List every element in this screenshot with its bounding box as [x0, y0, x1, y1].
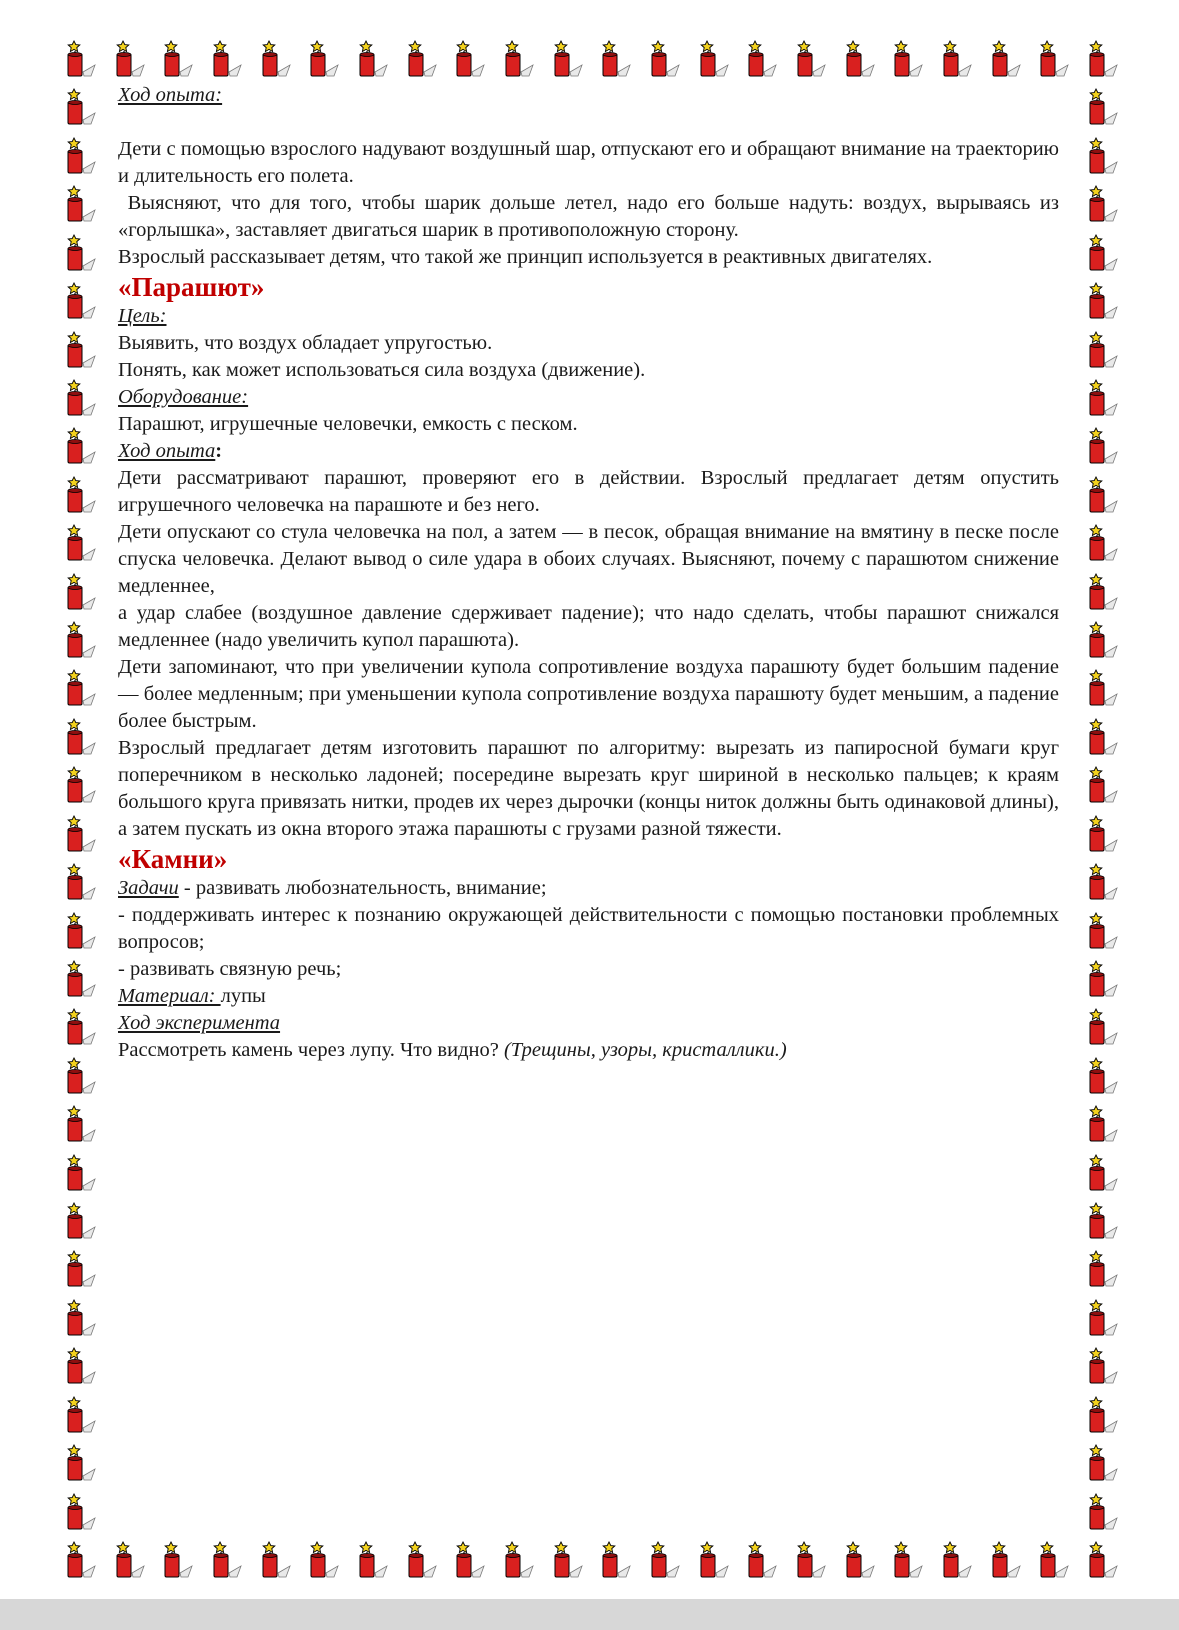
firecracker-icon — [989, 1533, 1023, 1579]
firecracker-icon — [1086, 419, 1120, 465]
firecracker-icon — [1086, 1436, 1120, 1482]
firecracker-icon — [64, 516, 98, 562]
firecracker-icon — [64, 80, 98, 126]
firecracker-icon — [64, 1242, 98, 1288]
firecracker-icon — [1037, 1533, 1071, 1579]
firecracker-icon — [64, 1194, 98, 1240]
firecracker-icon — [1086, 226, 1120, 272]
firecracker-icon — [259, 1533, 293, 1579]
intro-heading: Ход опыта: — [118, 84, 223, 106]
firecracker-icon — [1086, 129, 1120, 175]
firecracker-icon — [259, 32, 293, 78]
firecracker-icon — [1086, 710, 1120, 756]
firecracker-icon — [64, 904, 98, 950]
firecracker-icon — [1086, 371, 1120, 417]
parachute-title: «Парашют» — [118, 272, 265, 302]
firecracker-icon — [1086, 807, 1120, 853]
firecracker-icon — [1086, 516, 1120, 562]
firecracker-icon — [502, 32, 536, 78]
firecracker-icon — [405, 32, 439, 78]
stones-material: Материал: лупы — [118, 985, 266, 1007]
firecracker-icon — [891, 1533, 925, 1579]
firecracker-icon — [64, 661, 98, 707]
firecracker-icon — [989, 32, 1023, 78]
firecracker-icon — [1086, 1291, 1120, 1337]
firecracker-icon — [1086, 904, 1120, 950]
parachute-goal-2: Понять, как может использоваться сила воздуха (движение). — [118, 359, 646, 381]
firecracker-icon — [551, 1533, 585, 1579]
firecracker-icon — [64, 613, 98, 659]
firecracker-icon — [64, 565, 98, 611]
firecracker-icon — [648, 32, 682, 78]
firecracker-icon — [599, 32, 633, 78]
firecracker-icon — [1086, 855, 1120, 901]
firecracker-icon — [1086, 613, 1120, 659]
parachute-equipment: Парашют, игрушечные человечки, емкость с песком. — [118, 413, 578, 435]
firecracker-icon — [64, 758, 98, 804]
firecracker-icon — [1086, 32, 1120, 78]
firecracker-icon — [745, 32, 779, 78]
firecracker-icon — [1086, 1339, 1120, 1385]
firecracker-icon — [64, 1049, 98, 1095]
parachute-paragraph-5: Взрослый предлагает детям изготовить парашют по алгоритму: вырезать из папиросной бумаги круг поперечником в несколько ладоней; посередине вырезать круг шириной в несколько пальцев; к краям большого круга привязать нитки, продев их через дырочки (концы ниток должны быть одинаковой длины), а затем пускать из окна второго этажа парашюты с грузами разной тяжести. — [118, 737, 1059, 840]
stones-title: «Камни» — [118, 844, 228, 874]
firecracker-icon — [1086, 1146, 1120, 1192]
firecracker-icon — [843, 32, 877, 78]
stones-tasks-3: - развивать связную речь; — [118, 958, 342, 980]
firecracker-icon — [64, 855, 98, 901]
parachute-equipment-heading: Оборудование: — [118, 386, 249, 408]
firecracker-icon — [64, 129, 98, 175]
firecracker-icon — [1086, 1049, 1120, 1095]
firecracker-icon — [1086, 952, 1120, 998]
firecracker-icon — [502, 1533, 536, 1579]
firecracker-icon — [1086, 80, 1120, 126]
stones-process-heading: Ход эксперимента — [118, 1012, 281, 1034]
firecracker-icon — [1086, 323, 1120, 369]
firecracker-icon — [307, 1533, 341, 1579]
firecracker-icon — [64, 1291, 98, 1337]
firecracker-icon — [64, 468, 98, 514]
firecracker-icon — [64, 1485, 98, 1531]
firecracker-icon — [356, 32, 390, 78]
parachute-paragraph-4: Дети запоминают, что при увеличении купола сопротивление воздуха парашюту будет большим падение — более медленным; при уменьшении купола сопротивление воздуха парашюту будет меньшим, а падение более быстрым. — [118, 656, 1059, 732]
firecracker-icon — [307, 32, 341, 78]
firecracker-icon — [1086, 661, 1120, 707]
parachute-goal-heading: Цель: — [118, 305, 167, 327]
intro-paragraph-3: Взрослый рассказывает детям, что такой же принцип используется в реактивных двигателях. — [118, 246, 933, 268]
firecracker-icon — [1086, 565, 1120, 611]
parachute-process-heading: Ход опыта: — [118, 440, 223, 462]
firecracker-icon — [453, 1533, 487, 1579]
parachute-paragraph-1: Дети рассматривают парашют, проверяют его в действии. Взрослый предлагает детям опустить игрушечного человечка на парашюте и без него. — [118, 467, 1059, 516]
firecracker-icon — [697, 1533, 731, 1579]
firecracker-icon — [1086, 758, 1120, 804]
firecracker-icon — [843, 1533, 877, 1579]
firecracker-icon — [1086, 1194, 1120, 1240]
bottom-strip — [0, 1599, 1179, 1630]
firecracker-icon — [113, 32, 147, 78]
firecracker-icon — [1086, 1097, 1120, 1143]
firecracker-icon — [64, 371, 98, 417]
firecracker-icon — [64, 1146, 98, 1192]
firecracker-icon — [64, 1000, 98, 1046]
intro-paragraph-2: Выясняют, что для того, чтобы шарик дольше летел, надо его больше надуть: воздух, вырываясь из «горлышка», заставляет двигаться шарик в противоположную сторону. — [118, 192, 1065, 241]
stones-tasks-1: Задачи - развивать любознательность, внимание; — [118, 877, 547, 899]
firecracker-icon — [745, 1533, 779, 1579]
firecracker-icon — [161, 32, 195, 78]
firecracker-icon — [551, 32, 585, 78]
firecracker-icon — [64, 177, 98, 223]
intro-paragraph-1: Дети с помощью взрослого надувают воздушный шар, отпускают его и обращают внимание на траекторию и длительность его полета. — [118, 138, 1059, 187]
firecracker-icon — [64, 1097, 98, 1143]
stones-tasks-2: - поддерживать интерес к познанию окружающей действительности с помощью постановки проблемных вопросов; — [118, 904, 1059, 953]
firecracker-icon — [1086, 1000, 1120, 1046]
firecracker-icon — [64, 1388, 98, 1434]
firecracker-icon — [1086, 468, 1120, 514]
firecracker-icon — [64, 952, 98, 998]
firecracker-icon — [794, 32, 828, 78]
firecracker-icon — [64, 710, 98, 756]
firecracker-icon — [891, 32, 925, 78]
firecracker-icon — [1086, 1533, 1120, 1579]
stones-last-line: Рассмотреть камень через лупу. Что видно? (Трещины, узоры, кристаллики.) — [118, 1039, 787, 1061]
firecracker-icon — [64, 807, 98, 853]
parachute-goal-1: Выявить, что воздух обладает упругостью. — [118, 332, 493, 354]
firecracker-icon — [64, 1339, 98, 1385]
parachute-paragraph-2: Дети опускают со стула человечка на пол, а затем — в песок, обращая внимание на вмятину в песке после спуска человечка. Делают вывод о силе удара в обоих случаях. Выясняют, почему с парашютом снижение медленнее, — [118, 521, 1059, 597]
firecracker-icon — [1086, 1388, 1120, 1434]
firecracker-icon — [1086, 274, 1120, 320]
firecracker-icon — [64, 274, 98, 320]
firecracker-icon — [64, 323, 98, 369]
firecracker-icon — [210, 1533, 244, 1579]
firecracker-icon — [648, 1533, 682, 1579]
firecracker-icon — [453, 32, 487, 78]
firecracker-icon — [64, 1533, 98, 1579]
firecracker-icon — [64, 32, 98, 78]
firecracker-icon — [405, 1533, 439, 1579]
firecracker-icon — [940, 32, 974, 78]
firecracker-icon — [1037, 32, 1071, 78]
firecracker-icon — [210, 32, 244, 78]
firecracker-icon — [64, 1436, 98, 1482]
firecracker-icon — [1086, 1242, 1120, 1288]
firecracker-icon — [697, 32, 731, 78]
firecracker-icon — [113, 1533, 147, 1579]
firecracker-icon — [161, 1533, 195, 1579]
firecracker-icon — [1086, 1485, 1120, 1531]
firecracker-icon — [356, 1533, 390, 1579]
document-body — [118, 82, 1065, 1064]
firecracker-icon — [1086, 177, 1120, 223]
firecracker-icon — [64, 419, 98, 465]
firecracker-icon — [794, 1533, 828, 1579]
firecracker-icon — [599, 1533, 633, 1579]
firecracker-icon — [940, 1533, 974, 1579]
parachute-paragraph-3: а удар слабее (воздушное давление сдерживает падение); что надо сделать, чтобы парашют снижался медленнее (надо увеличить купол парашюта). — [118, 602, 1059, 651]
firecracker-icon — [64, 226, 98, 272]
